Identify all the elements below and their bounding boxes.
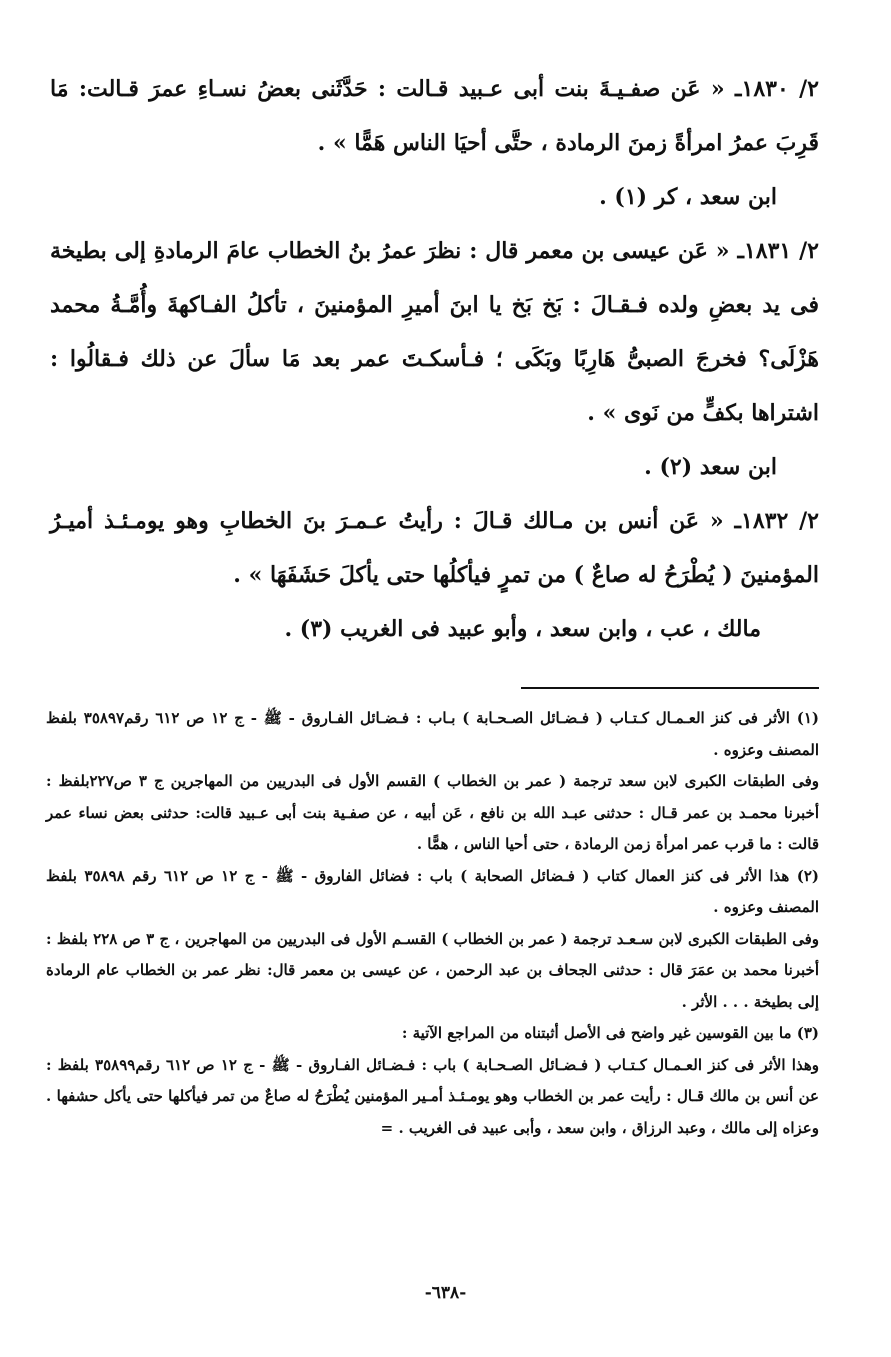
hadith-source: ابن سعد (٢) . <box>644 454 777 480</box>
hadith-text: « عَن أنس بن مـالك قـالَ : رأيتُ عـمـرَ بنَ الخطابِ وهو يومـئـذ أميـرُ المؤمنينَ ( يُطْرَحُ له صاعٌ ) من تمرٍ فيأكلُها حتى يأكلَ حَشَفَهَا » . <box>50 508 819 588</box>
footnote-2-paragraph: وفى الطبقات الكبرى لابن سـعـد ترجمة ( عمر بن الخطاب ) القسـم الأول فى البدريين من المهاجرين ، ج ٣ ص ٢٢٨ بلفظ : أخبرنا محمد بن عمَرَ قال : حدثنى الجحاف بن عبد الرحمن ، عن عيسى بن معمر قال: نظر عمر بن الخطاب عام الرمادة إلى بطيخة . . . الأثر . <box>46 929 819 1011</box>
footnote-2-paragraph: (٢) هذا الأثر فى كنز العمال كتاب ( فـضائل الصحابة ) باب : فضائل الفاروق - ﷺ - ج ١٢ ص ٦١٢ رقم ٣٥٨٩٨ بلفظ المصنف وعزوه . <box>46 866 819 916</box>
footnotes-block <box>46 703 819 1144</box>
main-text-block <box>50 62 819 656</box>
footnote-separator <box>521 687 819 689</box>
hadith-1832 <box>50 494 819 602</box>
hadith-source: ابن سعد ، كر (١) . <box>599 184 777 210</box>
footnote-1-paragraph: (١) الأثر فى كنز العـمـال كـتـاب ( فـضـائل الصـحـابة ) بـاب : فـضـائل الفـاروق - ﷺ - ج ١٢ ص ٦١٢ رقم٣٥٨٩٧ بلفظ المصنف وعزوه . <box>46 709 819 759</box>
hadith-text: « عَن عيسى بن معمر قال : نظرَ عمرُ بنُ الخطاب عامَ الرمادةِ إلى بطيخة فى يد بعضِ ولده فـقـالَ : بَخ بَخ يا ابنَ أميرِ المؤمنينَ ، تأكلُ الفـاكهةَ وأُمَّـةُ محمد هَزْلَى؟ فخرجَ الصبىُّ هَارِبًا وبَكَى ؛ فـأسكـتَ عمر بعد مَا سألَ عن ذلك فـقالُوا : اشتراها بكفٍّ من نَوى » . <box>50 238 819 426</box>
footnote-3-paragraph: وهذا الأثر فى كنز العـمـال كـتـاب ( فـضـائل الصـحـابة ) باب : فـضـائل الفـاروق - ﷺ - ج ١٢ ص ٦١٢ رقم٣٥٨٩٩ بلفظ : عن أنس بن مالك قـال : رأيت عمر بن الخطاب وهو يومـئـذ أمـير المؤمنين يُطْرَحُ له صاعٌ من تمر فيأكلها حتى يأكل حشفها . وعزاه إلى مالك ، وعبد الرزاق ، وابن سعد ، وأبى عبيد فى الغريب . = <box>46 1055 820 1137</box>
page-number: -٦٣٨- <box>424 1283 467 1303</box>
hadith-text: « عَن صفـيـةَ بنت أبى عـبيد قـالت : حَدَّثَنى بعضُ نسـاءِ عمرَ قـالت: مَا قَرِبَ عمرُ امرأةً زمنَ الرمادة ، حتَّى أحيَا الناس هَمًّا » . <box>50 76 819 156</box>
footnote-1-paragraph: وفى الطبقات الكبرى لابن سعد ترجمة ( عمر بن الخطاب ) القسم الأول فى البدريين من المهاجرين ج ٣ ص٢٢٧بلفظ : أخبرنا محمـد بن عمر قـال : حدثنى عبـد الله بن نافع ، عَن أبيه ، عن صفـية بنت أبى عـبيد قالت: حدثنى بعض نساء عمر قالت : ما قرب عمر امرأة زمن الرمادة ، حتى أحيا الناس ، همًّا . <box>46 772 819 853</box>
footnote-3-paragraph: (٣) ما بين القوسين غير واضح فى الأصل أثبتناه من المراجع الآتية : <box>401 1024 819 1042</box>
hadith-number: ٢/ ١٨٣٢ـ <box>734 508 819 534</box>
hadith-number: ٢/ ١٨٣١ـ <box>737 238 819 264</box>
hadith-1831 <box>50 224 819 440</box>
hadith-source: مالك ، عب ، وابن سعد ، وأبو عبيد فى الغريب (٣) . <box>284 616 761 642</box>
hadith-1830 <box>50 62 819 170</box>
hadith-number: ٢/ ١٨٣٠ـ <box>735 76 819 102</box>
